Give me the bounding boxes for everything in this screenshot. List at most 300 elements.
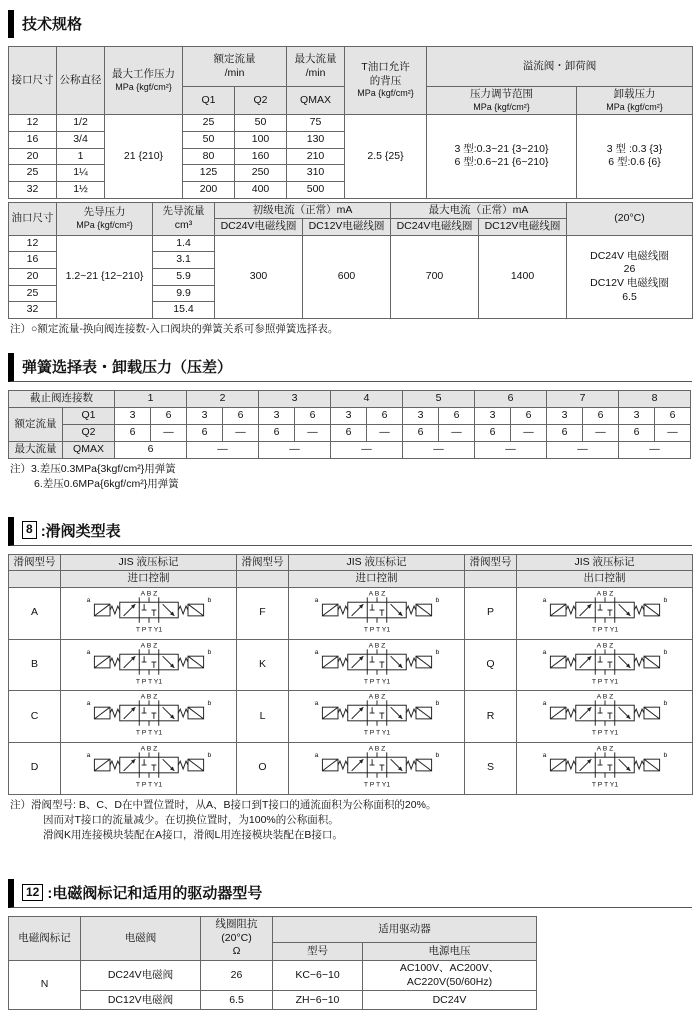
hydraulic-symbol-icon <box>299 691 455 737</box>
spring-value-cell: — <box>151 425 187 442</box>
diameter-cell: 3/4 <box>57 131 105 148</box>
jis-symbol-cell <box>517 691 693 743</box>
oil-port-size-cell: 16 <box>9 252 57 269</box>
symbol-bottom-ports-label: T P T Y1 <box>591 678 618 686</box>
spool-model-cell: P <box>465 587 517 639</box>
spring-table-body <box>9 408 691 459</box>
coil-resistance-cell <box>567 235 693 318</box>
spacer <box>8 843 692 863</box>
spool-model-cell: D <box>9 742 61 794</box>
symbol-top-ports-label: A B Z <box>368 590 385 598</box>
symbol-top-ports-label: A B Z <box>596 641 613 649</box>
section-title-specs <box>8 10 692 38</box>
col-header-jis-symbol: JIS 液压标记 <box>289 554 465 571</box>
header-line: 额定流量 <box>213 52 256 65</box>
symbol-solenoid-a-label: a <box>314 597 318 605</box>
spring-value-cell: — <box>619 442 691 459</box>
spring-value-cell: 6 <box>475 425 511 442</box>
cell-line: 6 型:0.6~21 {6~210} <box>454 156 549 169</box>
col-header-conn-3: 3 <box>259 391 331 408</box>
spool-model-cell: F <box>237 587 289 639</box>
header-line: 最大流量 <box>294 52 337 65</box>
note-spring-reference <box>10 322 692 337</box>
spring-value-cell: 6 <box>547 425 583 442</box>
spec-table-pilot <box>8 202 693 319</box>
col-header-qmax: QMAX <box>287 87 345 115</box>
col-header-conn-2: 2 <box>187 391 259 408</box>
col-header-coil-dc24: DC24V电磁线圈 <box>391 219 479 236</box>
col-header-rated-flow <box>183 47 287 87</box>
symbol-solenoid-b-label: b <box>663 700 667 708</box>
col-header-coil-dc12: DC12V电磁线圈 <box>479 219 567 236</box>
spring-value-cell: 6 <box>115 442 187 459</box>
header-line: MPa {kgf/cm²} <box>357 88 414 99</box>
col-header-relief-unload: 溢流阀・卸荷阀 <box>427 47 693 87</box>
spring-value-cell: 6 <box>151 408 187 425</box>
symbol-bottom-ports-label: T P T Y1 <box>135 781 162 789</box>
col-header-applicable-driver: 适用驱动器 <box>273 917 537 943</box>
jis-symbol-cell <box>517 587 693 639</box>
qmax-flow-cell: 130 <box>287 131 345 148</box>
cell-line: DC24V 电磁线圈 <box>590 249 669 262</box>
solenoid-mark-cell: N <box>9 961 81 1010</box>
spring-value-cell: 3 <box>331 408 367 425</box>
hydraulic-symbol-icon <box>527 743 683 789</box>
symbol-top-ports-label: A B Z <box>596 590 613 598</box>
symbol-solenoid-b-label: b <box>207 597 211 605</box>
cell-line: 6.5 <box>622 290 637 303</box>
jis-symbol-cell <box>517 742 693 794</box>
header-line: 先导压力 <box>83 206 126 218</box>
spool-table-header <box>9 554 693 587</box>
col-header-coil-resistance <box>201 917 273 961</box>
spring-value-cell: 6 <box>367 408 403 425</box>
header-line: 压力调节范围 <box>470 88 533 100</box>
spacer <box>8 863 692 875</box>
col-header-conn-8: 8 <box>619 391 691 408</box>
max-flow-label: 最大流量 <box>9 442 63 459</box>
spring-value-cell: — <box>655 425 691 442</box>
symbol-solenoid-a-label: a <box>86 752 90 760</box>
q2-flow-cell: 400 <box>235 181 287 198</box>
spring-value-cell: 6 <box>295 408 331 425</box>
symbol-top-ports-label: A B Z <box>368 745 385 753</box>
header-line: 最大工作压力 <box>112 68 175 80</box>
header-line: Ω <box>232 945 241 958</box>
header-row <box>9 554 693 571</box>
hydraulic-symbol-icon <box>299 588 455 634</box>
header-line: MPa {kgf/cm²} <box>76 219 133 230</box>
cell-line: 3 型:0.3~21 {3~210} <box>454 142 549 155</box>
diameter-cell: 1/2 <box>57 115 105 132</box>
cell-line: 26 <box>623 263 636 276</box>
spring-value-cell: 3 <box>187 408 223 425</box>
driver-table-header <box>9 917 537 961</box>
header-line: MPa {kgf/cm²} <box>115 81 172 92</box>
col-header-conn-5: 5 <box>403 391 475 408</box>
q1-label: Q1 <box>63 408 115 425</box>
header-line: /min <box>224 66 245 79</box>
hydraulic-symbol-icon <box>527 588 683 634</box>
note-line: 因而对T接口的流量减少。在切换位置时，为100%的公称面积。 <box>43 813 339 826</box>
section-title-solenoid-drivers <box>8 879 692 908</box>
supply-voltage-cell: DC24V <box>363 991 537 1010</box>
section-title-text: :滑阀类型表 <box>40 522 121 540</box>
hydraulic-symbol-icon <box>527 640 683 686</box>
col-header-shutoff-connections: 截止阀连接数 <box>9 391 115 408</box>
jis-symbol-cell <box>289 587 465 639</box>
symbol-solenoid-a-label: a <box>86 700 90 708</box>
back-pressure-cell: 2.5 {25} <box>345 115 427 198</box>
spring-value-cell: 3 <box>547 408 583 425</box>
rated-flow-label: 额定流量 <box>9 408 63 442</box>
header-line: MPa {kgf/cm²} <box>473 101 530 112</box>
spring-value-cell: 6 <box>403 425 439 442</box>
symbol-top-ports-label: A B Z <box>368 641 385 649</box>
jis-symbol-cell <box>289 639 465 691</box>
solenoid-valve-cell: DC24V电磁阀 <box>81 961 201 991</box>
spool-model-cell: A <box>9 587 61 639</box>
unload-pressure-cell <box>577 115 693 198</box>
spring-value-cell: — <box>583 425 619 442</box>
jis-symbol-cell <box>289 742 465 794</box>
note-line: 注）滑阀型号: B、C、D在中置位置时，从A、B接口到T接口的通流面积为公称面积的20%。 <box>10 798 437 811</box>
solenoid-valve-cell: DC12V电磁阀 <box>81 991 201 1010</box>
coil-resistance-value-cell: 6.5 <box>201 991 273 1010</box>
spring-table-header <box>9 391 691 408</box>
symbol-solenoid-a-label: a <box>314 752 318 760</box>
symbol-solenoid-a-label: a <box>314 700 318 708</box>
symbol-bottom-ports-label: T P T Y1 <box>363 729 390 737</box>
spring-value-cell: 6 <box>187 425 223 442</box>
section-title-text: :电磁阀标记和适用的驱动器型号 <box>47 885 263 903</box>
spring-value-cell: — <box>367 425 403 442</box>
header-row <box>9 391 691 408</box>
diameter-cell: 1½ <box>57 181 105 198</box>
oil-port-size-cell: 12 <box>9 235 57 252</box>
pilot-flow-cell: 3.1 <box>153 252 215 269</box>
q2-flow-cell: 160 <box>235 148 287 165</box>
symbol-solenoid-a-label: a <box>542 597 546 605</box>
q1-flow-cell: 25 <box>183 115 235 132</box>
spring-value-cell: — <box>223 425 259 442</box>
spring-value-cell: 6 <box>655 408 691 425</box>
col-header-unload-pressure <box>577 87 693 115</box>
spec-table-ports <box>8 46 693 199</box>
spool-model-cell: L <box>237 691 289 743</box>
col-header-spool-model: 滑阀型号 <box>237 554 289 571</box>
col-header-conn-4: 4 <box>331 391 403 408</box>
spring-value-cell: 6 <box>619 425 655 442</box>
col-header-spool-model: 滑阀型号 <box>465 554 517 571</box>
spool-model-cell: K <box>237 639 289 691</box>
spec-table-header <box>9 47 693 115</box>
qmax-flow-cell: 310 <box>287 165 345 182</box>
symbol-solenoid-b-label: b <box>435 752 439 760</box>
col-header-port-size: 接口尺寸 <box>9 47 57 115</box>
work-pressure-cell: 21 {210} <box>105 115 183 198</box>
symbol-top-ports-label: A B Z <box>140 745 157 753</box>
q1-flow-cell: 200 <box>183 181 235 198</box>
spring-value-cell: 6 <box>583 408 619 425</box>
col-header-spool-model: 滑阀型号 <box>9 554 61 571</box>
col-header-supply-voltage: 电源电压 <box>363 943 537 961</box>
spool-row <box>9 639 693 691</box>
spring-value-cell: 6 <box>331 425 367 442</box>
symbol-bottom-ports-label: T P T Y1 <box>135 678 162 686</box>
blank-header-cell <box>465 571 517 588</box>
pilot-flow-cell: 15.4 <box>153 302 215 319</box>
col-header-pilot-flow <box>153 202 215 235</box>
symbol-top-ports-label: A B Z <box>140 641 157 649</box>
spring-value-cell: — <box>259 442 331 459</box>
col-header-oil-port: 油口尺寸 <box>9 202 57 235</box>
jis-symbol-cell <box>61 742 237 794</box>
header-row <box>9 571 693 588</box>
spring-row-q1 <box>9 408 691 425</box>
hydraulic-symbol-icon <box>299 640 455 686</box>
spring-value-cell: 3 <box>115 408 151 425</box>
symbol-top-ports-label: A B Z <box>140 693 157 701</box>
pressure-range-cell <box>427 115 577 198</box>
spool-table-body <box>9 587 693 794</box>
spring-value-cell: 3 <box>403 408 439 425</box>
spring-value-cell: — <box>295 425 331 442</box>
col-header-conn-7: 7 <box>547 391 619 408</box>
symbol-solenoid-b-label: b <box>207 752 211 760</box>
symbol-solenoid-a-label: a <box>542 648 546 656</box>
spring-value-cell: — <box>439 425 475 442</box>
hydraulic-symbol-icon <box>71 640 227 686</box>
blank-header-cell <box>237 571 289 588</box>
col-header-back-pressure <box>345 47 427 115</box>
spacer <box>8 493 692 513</box>
blank-header-cell <box>9 571 61 588</box>
header-line: 的背压 <box>369 74 402 87</box>
symbol-bottom-ports-label: T P T Y1 <box>591 729 618 737</box>
header-row <box>9 917 537 943</box>
note-spool-types <box>10 798 692 844</box>
spring-value-cell: — <box>547 442 619 459</box>
note-line: 6.差压0.6MPa{6kgf/cm²}用弹簧 <box>34 478 179 491</box>
col-header-initial-current: 初级电流（正常）mA <box>215 202 391 219</box>
q2-label: Q2 <box>63 425 115 442</box>
q2-flow-cell: 100 <box>235 131 287 148</box>
symbol-solenoid-a-label: a <box>314 648 318 656</box>
pilot-flow-cell: 1.4 <box>153 235 215 252</box>
spool-model-cell: Q <box>465 639 517 691</box>
jis-symbol-cell <box>61 587 237 639</box>
col-header-diameter: 公称直径 <box>57 47 105 115</box>
section-number-box: 12 <box>22 884 43 902</box>
spring-value-cell: 6 <box>439 408 475 425</box>
col-subheader-inlet-control: 进口控制 <box>289 571 465 588</box>
oil-port-size-cell: 25 <box>9 285 57 302</box>
section-title-text: 技术规格 <box>22 16 83 33</box>
spring-value-cell: 6 <box>259 425 295 442</box>
spool-model-cell: O <box>237 742 289 794</box>
header-line: (20°C) <box>221 931 252 944</box>
pilot-flow-cell: 9.9 <box>153 285 215 302</box>
oil-port-size-cell: 20 <box>9 269 57 286</box>
spring-selection-table <box>8 390 691 459</box>
col-header-q2: Q2 <box>235 87 287 115</box>
qmax-flow-cell: 75 <box>287 115 345 132</box>
symbol-solenoid-b-label: b <box>663 752 667 760</box>
col-header-solenoid-valve: 电磁阀 <box>81 917 201 961</box>
symbol-solenoid-a-label: a <box>542 752 546 760</box>
port-size-cell: 16 <box>9 131 57 148</box>
spring-value-cell: — <box>187 442 259 459</box>
symbol-bottom-ports-label: T P T Y1 <box>591 626 618 634</box>
spool-model-cell: S <box>465 742 517 794</box>
spool-row <box>9 742 693 794</box>
col-header-max-pressure <box>105 47 183 115</box>
col-header-coil-dc12: DC12V电磁线圈 <box>303 219 391 236</box>
section-number-box: 8 <box>22 521 37 539</box>
col-header-jis-symbol: JIS 液压标记 <box>61 554 237 571</box>
driver-model-cell: ZH−6−10 <box>273 991 363 1010</box>
max-current-dc12-cell: 1400 <box>479 235 567 318</box>
symbol-solenoid-a-label: a <box>86 648 90 656</box>
jis-symbol-cell <box>289 691 465 743</box>
col-header-conn-6: 6 <box>475 391 547 408</box>
header-line: 先导流量 <box>162 205 205 218</box>
col-header-jis-symbol: JIS 液压标记 <box>517 554 693 571</box>
hydraulic-symbol-icon <box>71 588 227 634</box>
header-row <box>9 202 693 219</box>
port-size-cell: 20 <box>9 148 57 165</box>
cell-line: DC12V 电磁线圈 <box>590 276 669 289</box>
section-title-spring-table <box>8 353 692 382</box>
max-current-dc24-cell: 700 <box>391 235 479 318</box>
pilot-table-body <box>9 235 693 318</box>
col-header-max-flow <box>287 47 345 87</box>
driver-row <box>9 991 537 1010</box>
header-row <box>9 47 693 87</box>
port-size-cell: 12 <box>9 115 57 132</box>
pilot-table-header <box>9 202 693 235</box>
note-spring-diff-pressure <box>10 462 692 492</box>
q1-flow-cell: 50 <box>183 131 235 148</box>
header-line: T油口允许 <box>361 61 410 74</box>
cell-line: 3 型 :0.3 {3} <box>606 142 663 155</box>
qmax-label: QMAX <box>63 442 115 459</box>
jis-symbol-cell <box>61 691 237 743</box>
spring-value-cell: — <box>475 442 547 459</box>
note-line: 注）○额定流量-换向阀连接数-入口阀块的弹簧关系可参照弹簧选择表。 <box>10 323 339 336</box>
initial-current-dc12-cell: 600 <box>303 235 391 318</box>
initial-current-dc24-cell: 300 <box>215 235 303 318</box>
spring-value-cell: — <box>511 425 547 442</box>
col-subheader-inlet-control: 进口控制 <box>61 571 237 588</box>
port-size-cell: 32 <box>9 181 57 198</box>
symbol-solenoid-b-label: b <box>435 648 439 656</box>
driver-model-cell: KC−6−10 <box>273 961 363 991</box>
col-header-q1: Q1 <box>183 87 235 115</box>
spacer <box>8 337 692 349</box>
spool-model-cell: C <box>9 691 61 743</box>
spring-value-cell: 6 <box>223 408 259 425</box>
diameter-cell: 1 <box>57 148 105 165</box>
section-title-text: 弹簧选择表・卸载压力（压差） <box>22 359 233 377</box>
spool-type-table <box>8 554 693 795</box>
driver-table-body <box>9 961 537 1010</box>
symbol-solenoid-a-label: a <box>86 597 90 605</box>
col-header-max-current: 最大电流（正常）mA <box>391 202 567 219</box>
symbol-bottom-ports-label: T P T Y1 <box>363 626 390 634</box>
hydraulic-symbol-icon <box>299 743 455 789</box>
header-line: MPa {kgf/cm²} <box>606 101 663 112</box>
symbol-solenoid-b-label: b <box>435 597 439 605</box>
pilot-pressure-cell: 1.2~21 {12~210} <box>57 235 153 318</box>
header-line: cm³ <box>174 218 193 231</box>
symbol-solenoid-b-label: b <box>207 700 211 708</box>
q1-flow-cell: 80 <box>183 148 235 165</box>
symbol-bottom-ports-label: T P T Y1 <box>363 678 390 686</box>
q2-flow-cell: 250 <box>235 165 287 182</box>
spool-row <box>9 587 693 639</box>
driver-row <box>9 961 537 991</box>
spool-row <box>9 691 693 743</box>
port-size-cell: 25 <box>9 165 57 182</box>
col-header-conn-1: 1 <box>115 391 187 408</box>
spool-model-cell: R <box>465 691 517 743</box>
jis-symbol-cell <box>517 639 693 691</box>
symbol-solenoid-b-label: b <box>663 648 667 656</box>
symbol-solenoid-b-label: b <box>663 597 667 605</box>
jis-symbol-cell <box>61 639 237 691</box>
spring-row-qmax <box>9 442 691 459</box>
spring-value-cell: 6 <box>511 408 547 425</box>
note-line: 注）3.差压0.3MPa{3kgf/cm²}用弹簧 <box>10 463 176 476</box>
spool-model-cell: B <box>9 639 61 691</box>
symbol-top-ports-label: A B Z <box>140 590 157 598</box>
spring-value-cell: 3 <box>475 408 511 425</box>
symbol-bottom-ports-label: T P T Y1 <box>135 729 162 737</box>
spring-value-cell: 3 <box>619 408 655 425</box>
supply-voltage-cell: AC100V、AC200V、AC220V(50/60Hz) <box>363 961 537 991</box>
cell-line: 6 型:0.6 {6} <box>608 156 661 169</box>
header-line: 卸载压力 <box>613 88 656 100</box>
hydraulic-symbol-icon <box>71 691 227 737</box>
col-header-pressure-range <box>427 87 577 115</box>
section-title-spool-types <box>8 517 692 546</box>
qmax-flow-cell: 210 <box>287 148 345 165</box>
coil-resistance-value-cell: 26 <box>201 961 273 991</box>
col-header-coil-dc24: DC24V电磁线圈 <box>215 219 303 236</box>
col-header-driver-model: 型号 <box>273 943 363 961</box>
note-line: 滑阀K用连接模块装配在A接口，滑阀L用连接模块装配在B接口。 <box>43 828 343 841</box>
spring-value-cell: — <box>331 442 403 459</box>
oil-port-size-cell: 32 <box>9 302 57 319</box>
spring-value-cell: — <box>403 442 475 459</box>
spring-value-cell: 6 <box>115 425 151 442</box>
pilot-flow-cell: 5.9 <box>153 269 215 286</box>
symbol-solenoid-b-label: b <box>207 648 211 656</box>
symbol-solenoid-b-label: b <box>435 700 439 708</box>
hydraulic-symbol-icon <box>71 743 227 789</box>
hydraulic-symbol-icon <box>527 691 683 737</box>
diameter-cell: 1¼ <box>57 165 105 182</box>
spring-row-q2 <box>9 425 691 442</box>
col-header-solenoid-mark: 电磁阀标记 <box>9 917 81 961</box>
symbol-bottom-ports-label: T P T Y1 <box>591 781 618 789</box>
pilot-row <box>9 235 693 252</box>
header-line: 线圈阻抗 <box>215 918 258 931</box>
symbol-bottom-ports-label: T P T Y1 <box>363 781 390 789</box>
symbol-bottom-ports-label: T P T Y1 <box>135 626 162 634</box>
